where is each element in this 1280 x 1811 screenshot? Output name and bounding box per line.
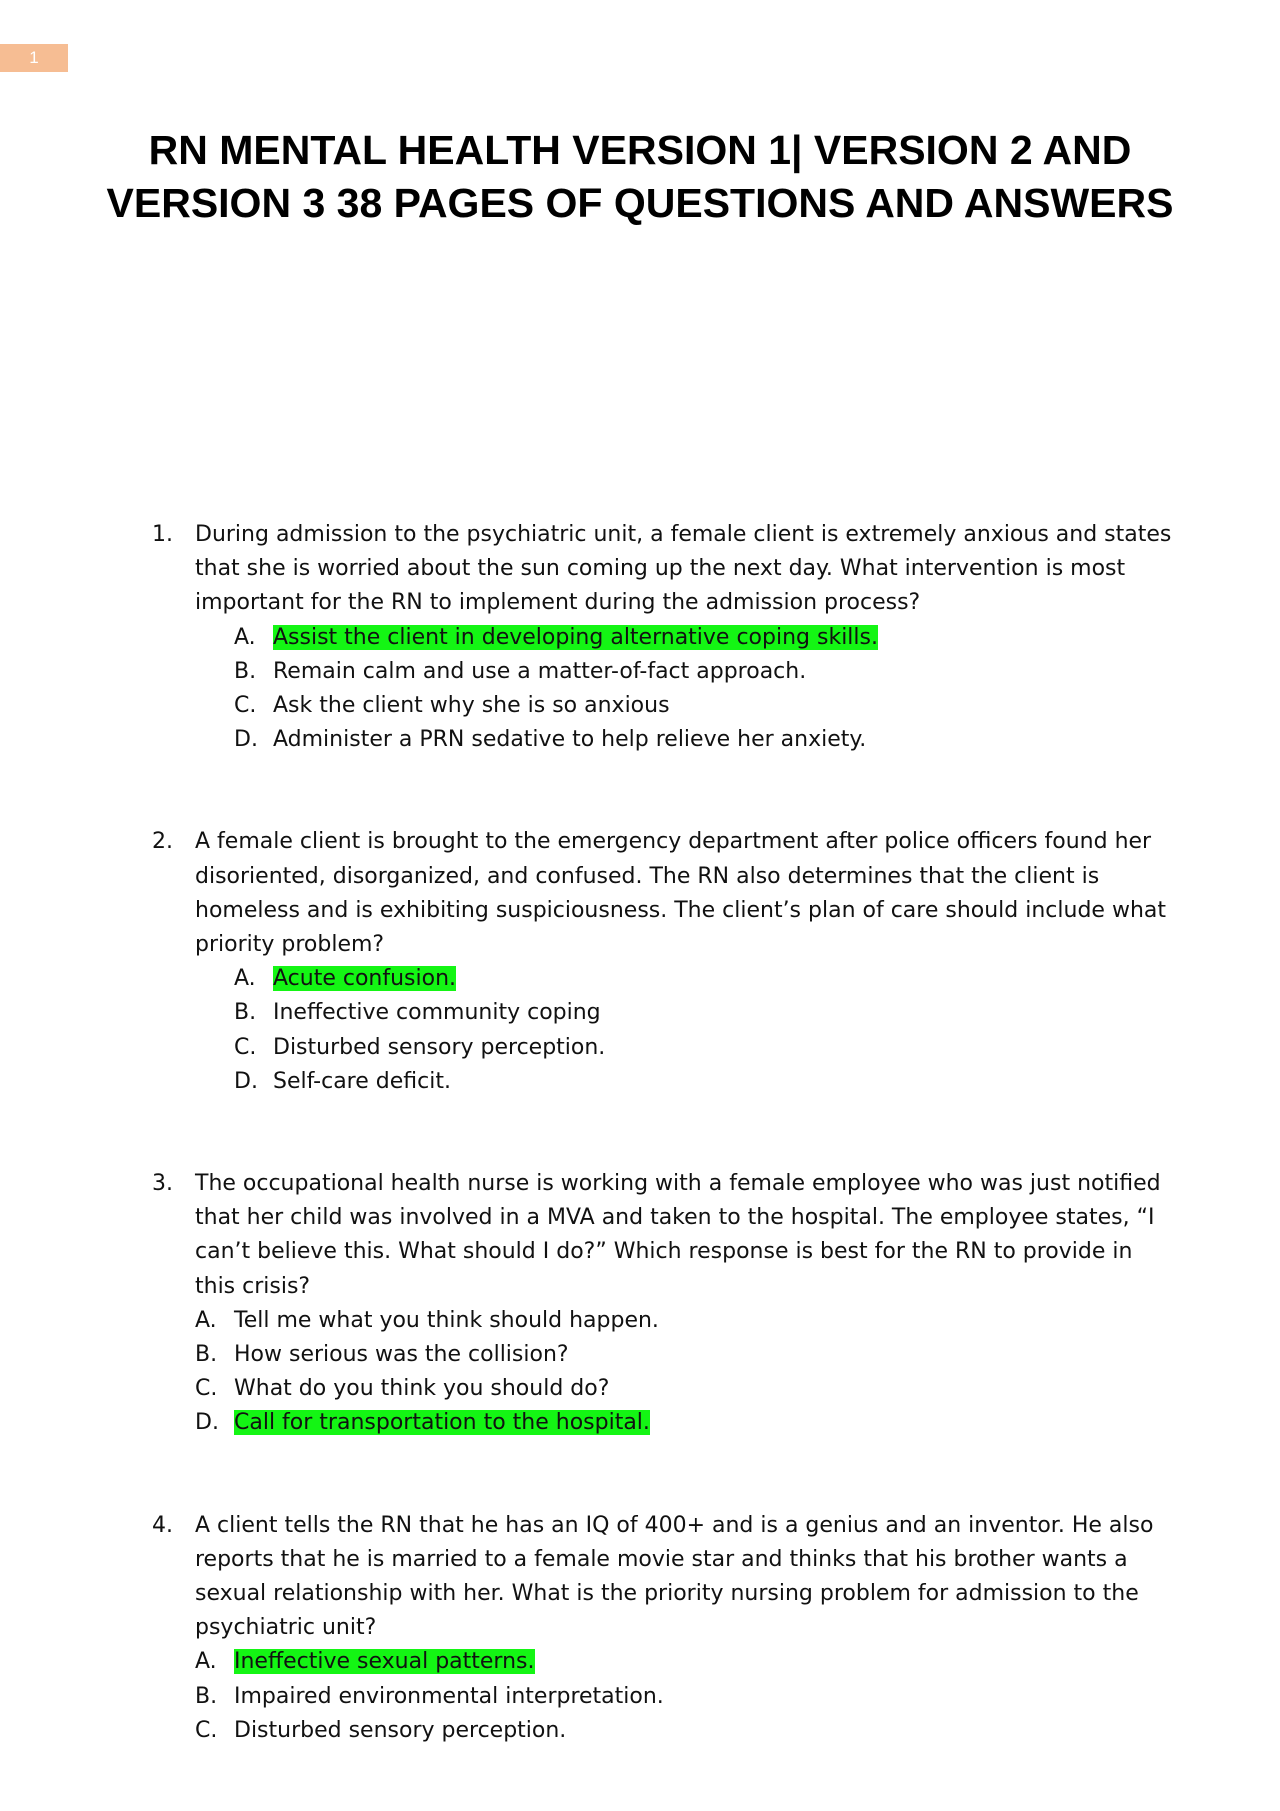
answer-option-a <box>195 1304 1172 1338</box>
option-letter: C. <box>234 1034 257 1060</box>
answer-option-c <box>195 1031 1172 1065</box>
answer-option-d <box>195 1065 1172 1099</box>
option-text: Disturbed sensory perception. <box>273 1034 606 1060</box>
answer-option-b <box>195 655 1172 689</box>
option-text: Remain calm and use a matter-of-fact approach. <box>273 658 807 684</box>
answer-options <box>195 1645 1172 1748</box>
option-letter: A. <box>195 1649 217 1675</box>
option-text-correct: Assist the client in developing alternative coping skills. <box>273 624 878 650</box>
question-body <box>195 825 1172 1099</box>
question-text: The occupational health nurse is working with a female employee who was just notified that her child was involved in a MVA and taken to the hospital. The employee states, “I can’t believe this. What should I do?” Which response is best for the RN to provide in this crisis? <box>195 1171 1161 1299</box>
option-text-correct: Acute confusion. <box>273 966 457 992</box>
answer-option-a <box>195 1645 1172 1679</box>
answer-options <box>195 962 1172 1099</box>
option-text: What do you think you should do? <box>234 1376 610 1402</box>
option-text: Disturbed sensory perception. <box>234 1717 567 1743</box>
option-letter: B. <box>234 1000 257 1026</box>
question-4 <box>152 1509 1172 1748</box>
question-body <box>195 1509 1172 1748</box>
answer-options <box>195 621 1172 758</box>
option-letter: D. <box>234 727 258 753</box>
option-text-correct: Ineffective sexual patterns. <box>234 1649 535 1675</box>
question-text: A client tells the RN that he has an IQ of 400+ and is a genius and an inventor. He also reports that he is married to a female movie star and thinks that his brother wants a sexual relationship with her. What is the priority nursing problem for admission to the psychiatric unit? <box>195 1512 1154 1641</box>
document-title: RN MENTAL HEALTH VERSION 1| VERSION 2 AND VERSION 3 38 PAGES OF QUESTIONS AND ANSWERS <box>106 127 1174 226</box>
answer-option-b <box>195 996 1172 1030</box>
question-number: 1. <box>152 522 173 547</box>
option-letter: A. <box>234 624 256 650</box>
question-spacer <box>152 757 1172 825</box>
option-letter: A. <box>234 966 256 992</box>
question-list <box>152 518 1172 1748</box>
answer-options <box>195 1304 1172 1441</box>
option-letter: C. <box>195 1376 218 1402</box>
question-body <box>195 518 1172 757</box>
answer-option-c <box>195 1372 1172 1406</box>
answer-option-a <box>195 962 1172 996</box>
option-text: Ineffective community coping <box>273 1000 601 1026</box>
question-1 <box>152 518 1172 757</box>
answer-option-b <box>195 1338 1172 1372</box>
option-text: Impaired environmental interpretation. <box>234 1683 664 1709</box>
option-text-correct: Call for transportation to the hospital. <box>234 1410 650 1436</box>
option-letter: B. <box>195 1342 218 1368</box>
question-3 <box>152 1167 1172 1441</box>
question-2 <box>152 825 1172 1099</box>
option-text: Tell me what you think should happen. <box>234 1307 659 1333</box>
question-spacer <box>152 1099 1172 1167</box>
option-letter: D. <box>195 1410 219 1436</box>
option-letter: C. <box>234 693 257 719</box>
question-number: 4. <box>152 1512 173 1538</box>
option-text: How serious was the collision? <box>234 1342 569 1368</box>
option-text: Self-care deficit. <box>273 1068 451 1094</box>
page-number-badge: 1 <box>0 44 68 72</box>
question-spacer <box>152 1441 1172 1509</box>
option-letter: B. <box>195 1683 218 1709</box>
answer-option-d <box>195 723 1172 757</box>
question-body <box>195 1167 1172 1441</box>
option-letter: D. <box>234 1068 258 1094</box>
option-letter: B. <box>234 658 257 684</box>
answer-option-d <box>195 1406 1172 1440</box>
answer-option-c <box>195 689 1172 723</box>
answer-option-b <box>195 1680 1172 1714</box>
question-number: 3. <box>152 1171 173 1197</box>
question-number: 2. <box>152 829 173 855</box>
question-text: During admission to the psychiatric unit, a female client is extremely anxious and states that she is worried about the sun coming up the next day. What intervention is most important for the RN to implement during the admission process? <box>195 522 1172 616</box>
answer-option-a <box>195 621 1172 655</box>
option-text: Ask the client why she is so anxious <box>273 693 670 719</box>
question-text: A female client is brought to the emergency department after police officers found her disoriented, disorganized, and confused. The RN also determines that the client is homeless and is exhibiting suspiciousness. The client’s plan of care should include what priority problem? <box>195 829 1166 958</box>
option-letter: A. <box>195 1307 217 1333</box>
option-letter: C. <box>195 1717 218 1743</box>
answer-option-c <box>195 1714 1172 1748</box>
option-text: Administer a PRN sedative to help relieve her anxiety. <box>273 727 867 753</box>
